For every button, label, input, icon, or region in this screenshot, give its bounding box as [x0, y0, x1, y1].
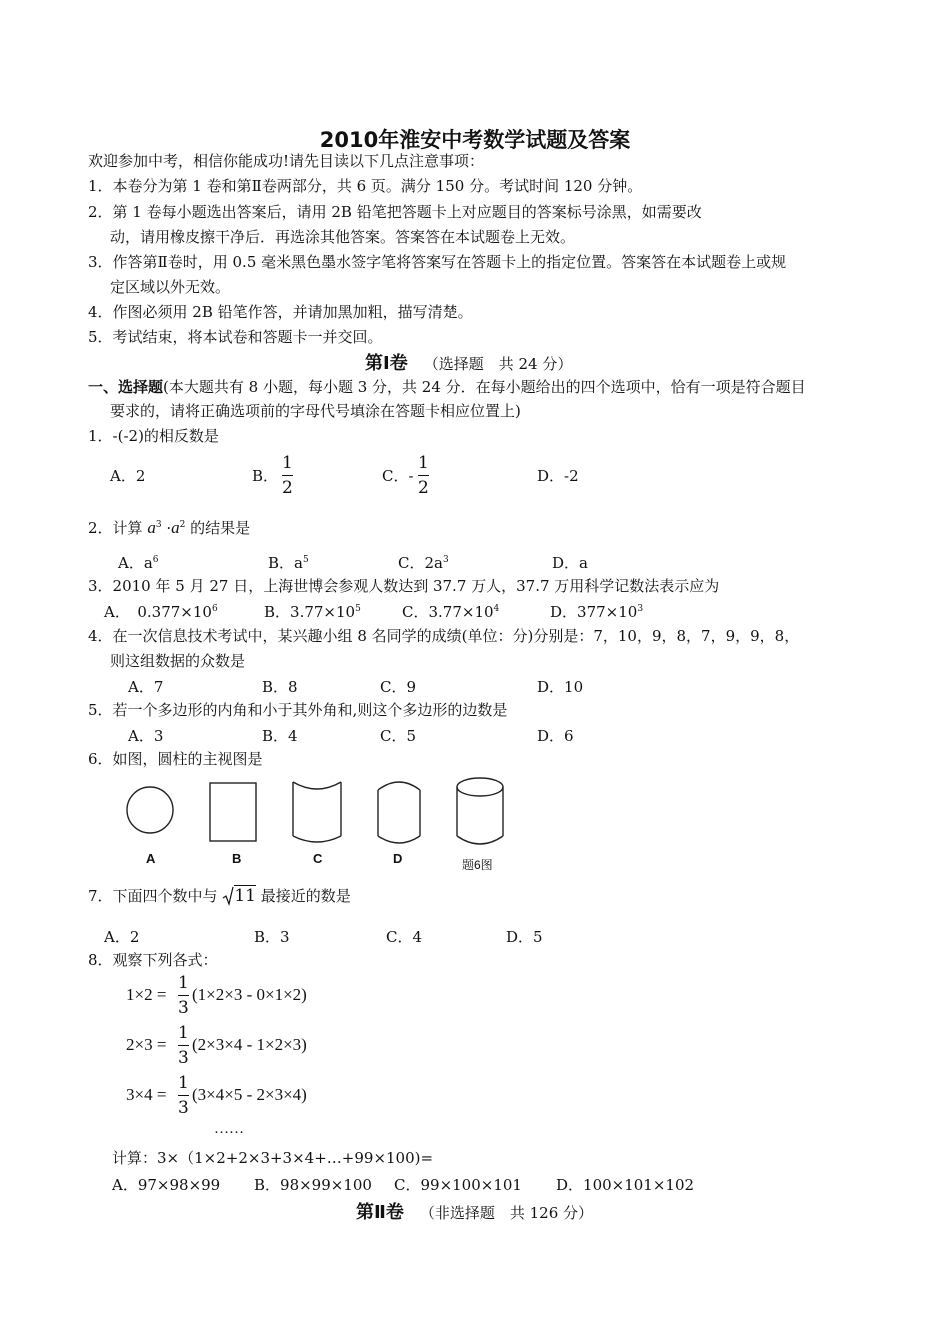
q1-option-d: D．-2 [537, 467, 579, 485]
intro-text: 欢迎参加中考，相信你能成功!请先目读以下几点注意事项： [88, 152, 485, 170]
q6-figure-caption: 题6图 [462, 858, 493, 872]
section1-desc-2: 要求的，请将正确选项前的字母代号填涂在答题卡相应位置上) [110, 402, 521, 420]
q8-option-b: B．98×99×100 [254, 1176, 372, 1194]
part1-label: 第Ⅰ卷 [365, 353, 408, 374]
notice-3-cont: 定区域以外无效。 [110, 278, 231, 296]
q4-stem-1: 4．在一次信息技术考试中，某兴趣小组 8 名同学的成绩(单位：分)分别是：7，10，9，8，7，9，9，8， [88, 627, 800, 645]
q7-option-b: B．3 [254, 928, 290, 946]
section1-desc [88, 377, 806, 397]
q5-option-b: B．4 [262, 727, 298, 745]
q5-option-a: A．3 [128, 727, 164, 745]
part1-sub: （选择题 共 24 分） [423, 355, 573, 373]
notice-2-cont: 动，请用橡皮擦干净后．再选涂其他答案。答案答在本试题卷上无效。 [110, 228, 576, 246]
q8-eq-1-rhs: (1×2×3 - 0×1×2) [192, 985, 307, 1004]
part2-sub: （非选择题 共 126 分） [419, 1204, 594, 1222]
q1-stem: 1．-(-2)的相反数是 [88, 427, 219, 445]
notice-5: 5．考试结束，将本试卷和答题卡一并交回。 [88, 328, 383, 346]
notice-4: 4．作图必须用 2B 铅笔作答，并请加黑加粗，描写清楚。 [88, 303, 473, 321]
q6-label-b: B [232, 851, 242, 866]
part2-label: 第Ⅱ卷 [356, 1202, 404, 1223]
q6-label-a: A [146, 851, 156, 866]
q8-option-c: C．99×100×101 [394, 1176, 522, 1194]
q1-b-fraction: 1 2 [282, 453, 293, 498]
q3-option-c: C．$3.77\times 10^4$ [402, 603, 500, 621]
q5-option-d: D．6 [537, 727, 574, 745]
q8-option-d: D．100×101×102 [556, 1176, 695, 1194]
q4-option-b: B．8 [262, 678, 298, 696]
q6-label-d: D [393, 851, 403, 866]
circle-view-a [127, 787, 173, 833]
sqrt-11: 11 [222, 886, 256, 906]
q1-option-c: C．- [382, 467, 414, 485]
q6-stem: 6．如图，圆柱的主视图是 [88, 750, 263, 768]
q8-eq-2-fraction: 1 3 [178, 1023, 189, 1068]
part2-heading [356, 1198, 593, 1224]
q7-stem: 7．下面四个数中与 11 最接近的数是 [88, 886, 351, 906]
q8-ellipsis: …… [214, 1121, 244, 1137]
q4-option-c: C．9 [380, 678, 417, 696]
q3-option-b: B．$3.77\times 10^5$ [264, 603, 361, 621]
q8-stem: 8．观察下列各式： [88, 951, 218, 969]
q8-eq-3: 3×4 = [126, 1085, 167, 1104]
notice-2: 2．第 1 卷每小题选出答案后，请用 2B 铅笔把答题卡上对应题目的答案标号涂黑，如需要改 [88, 203, 702, 221]
q4-stem-2: 则这组数据的众数是 [110, 652, 246, 670]
part1-heading [365, 349, 572, 375]
q8-eq-1: 1×2 = [126, 985, 167, 1004]
q8-eq-1-fraction: 1 3 [178, 973, 189, 1018]
q7-option-c: C．4 [386, 928, 423, 946]
notice-3: 3．作答第Ⅱ卷时，用 0.5 毫米黑色墨水签字笔将答案写在答题卡上的指定位置。答案答在本试题卷上或规 [88, 253, 787, 271]
q8-calc: 计算：3×（1×2+2×3+3×4+…+99×100)= [112, 1149, 434, 1167]
q2-stem: 2．计算 $a^3 \cdot a^2$ 的结果是 [88, 518, 251, 537]
section1-desc-1: (本大题共有 8 小题，每小题 3 分，共 24 分．在每小题给出的四个选项中，恰有一项是符合题目 [163, 378, 806, 396]
q1-option-a: A．2 [110, 467, 146, 485]
q2-option-d: D．a [552, 554, 588, 572]
cylinder-view-d [378, 782, 420, 843]
q8-eq-2-rhs: (2×3×4 - 1×2×3) [192, 1035, 307, 1054]
q3-option-a: A． $0.377\times 10^6$ [104, 603, 218, 621]
q2-option-c: C．$2a^3$ [398, 554, 449, 572]
q2-option-a: A．$a^6$ [118, 554, 159, 572]
notice-1: 1．本卷分为第 1 卷和第Ⅱ卷两部分，共 6 页。满分 150 分。考试时间 120 分钟。 [88, 177, 643, 195]
q3-stem: 3．2010 年 5 月 27 日，上海世博会参观人数达到 37.7 万人，37.7 万用科学记数法表示应为 [88, 577, 720, 595]
q1-c-fraction: 1 2 [418, 453, 429, 498]
q5-stem: 5．若一个多边形的内角和小于其外角和,则这个多边形的边数是 [88, 701, 508, 719]
page-title: 2010年淮安中考数学试题及答案 [319, 128, 631, 152]
q6-label-c: C [313, 851, 323, 866]
q8-eq-3-fraction: 1 3 [178, 1073, 189, 1118]
q8-eq-2: 2×3 = [126, 1035, 167, 1054]
q8-eq-3-rhs: (3×4×5 - 2×3×4) [192, 1085, 307, 1104]
q1-option-b: B． [252, 467, 279, 485]
q3-option-d: D．$377\times 10^3$ [550, 603, 644, 621]
q8-option-a: A．97×98×99 [112, 1176, 221, 1194]
q5-option-c: C．5 [380, 727, 417, 745]
q2-option-b: B．$a^5$ [268, 554, 309, 572]
section1-heading: 一、选择题 [88, 378, 164, 396]
cylinder-view-c [293, 782, 341, 842]
q4-option-d: D．10 [537, 678, 584, 696]
q7-option-a: A．2 [104, 928, 140, 946]
cylinder-3d-figure [457, 778, 503, 844]
rectangle-view-b [210, 783, 256, 841]
q4-option-a: A．7 [128, 678, 164, 696]
q7-option-d: D．5 [506, 928, 543, 946]
